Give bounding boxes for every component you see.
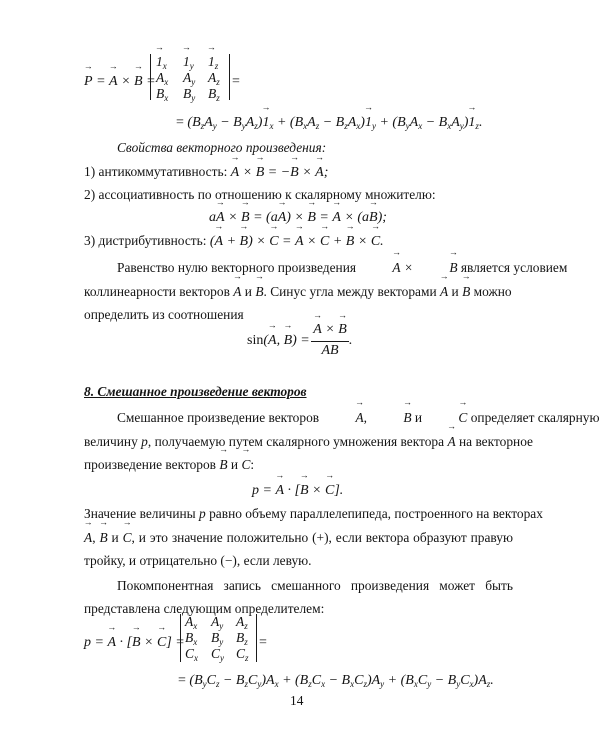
paragraph-volume-line2: → A, → B и → C, и это значение положительно (+), если вектора образуют правую — [84, 529, 513, 547]
equation-mixed-expansion: = $(B_yC_z - B_zC_y)A_x + (B_zC_x - B_xC_z)A_y + (B_xC_y - B_yC_x)A_z$. — [178, 673, 494, 689]
property-2: 2) ассоциативность по отношению к скалярному множителю: — [84, 187, 436, 202]
document-page: → P = → A × → B = → $1_x$ → $1_y$ → $1_z$ $A_x$ $A_y$ $A_z$ $B_x$ $B_y$ $B_z$ = = $(B_zA_y - B_yA_z)\to 1_x + (B_xA_z - B_zA_x)\to 1_y + (B_yA_x - B_xA_y)\to 1_z$. Свойства векторного произведения: 1) антикоммутативность: → A × → B = −→ B × → A; 2) ассоциативность по отношению к скалярному множителю: a→ A × → B = (a→ A) × → B = → A × (a→ B); 3) дистрибутивность: (→ A + → B) × → C = → A × → C + → B × → C. Равенство нулю векторного произведения → A × → B является условием коллинеарности векторов → A и → B. Синус угла между векторами → A и → B можно определить из соотношения sin(→ A, → B) = → A × → B AB . 8. Смешанное произведение векторов Смешанное произведение векторов → A, → B и → C определяет скалярную величину p, получаемую путем скалярного умножения вектора → A на векторное произведение векторов → B и → C: p = → A · [→ B × → C]. Значение величины p равно объему параллелепипеда, построенного на векторах → A, → B и → C, и это значение положительно (+), если вектора образуют правую тройку, и отрицательно (−), если левую. Покомпонентная запись смешанного произведения может быть представлена следующим определителем: p = → A · [→ B × → C] = $A_x$ $A_y$ $A_z$ $B_x$ $B_y$ $B_z$ $C_x$ $C_y$ $C_z$ = = $(B_yC_z - B_zC_y)A_x + (B_zC_x - B_xC_z)A_y + (B_xC_y - B_yC_x)A_z$. 14 — [0, 0, 600, 750]
properties-heading: Свойства векторного произведения: — [117, 140, 327, 155]
paragraph-zero-cross-line1: Равенство нулю векторного произведения → A × → B является условием — [84, 259, 513, 277]
paragraph-mixed-line3: произведение векторов → B и → C: — [84, 456, 254, 474]
section-title: 8. Смешанное произведение векторов — [84, 384, 307, 399]
property-3: 3) дистрибутивность: (→ A + → B) × → C = → A × → C + → B × → C. — [84, 232, 384, 251]
page-number: 14 — [290, 693, 304, 708]
equation-mixed-determinant-lhs: p = → A · [→ B × → C] = — [84, 634, 185, 652]
equation-cross-product-lhs: → P = → A × → B = — [84, 73, 156, 91]
paragraph-zero-cross-line2: коллинеарности векторов → A и → B. Синус угла между векторами → A и → B можно — [84, 283, 512, 301]
equation-associativity: a→ A × → B = (a→ A) × → B = → A × (a→ B); — [209, 209, 387, 227]
paragraph-components-line2: представлена следующим определителем: — [84, 601, 325, 616]
paragraph-mixed-line2: величину p, получаемую путем скалярного умножения вектора → A на векторное — [84, 433, 533, 451]
paragraph-zero-cross-line3: определить из соотношения — [84, 307, 244, 322]
paragraph-volume-line1: Значение величины p равно объему параллелепипеда, построенного на векторах — [84, 506, 543, 521]
property-1: 1) антикоммутативность: → A × → B = −→ B × → A; — [84, 163, 328, 182]
equation-mixed: p = → A · [→ B × → C]. — [252, 482, 343, 500]
paragraph-components-line1: Покомпонентная запись смешанного произведения может быть — [117, 578, 513, 593]
equation-sine: sin(→ A, → B) = — [247, 332, 310, 350]
paragraph-volume-line3: тройку, и отрицательно (−), если левую. — [84, 553, 312, 568]
paragraph-mixed-line1: Смешанное произведение векторов → A, → B и → C определяет скалярную — [84, 409, 513, 427]
equation-cross-product-expansion: = $(B_zA_y - B_yA_z)\to 1_x + (B_xA_z - B_zA_x)\to 1_y + (B_yA_x - B_xA_y)\to 1_z$. — [176, 114, 482, 135]
